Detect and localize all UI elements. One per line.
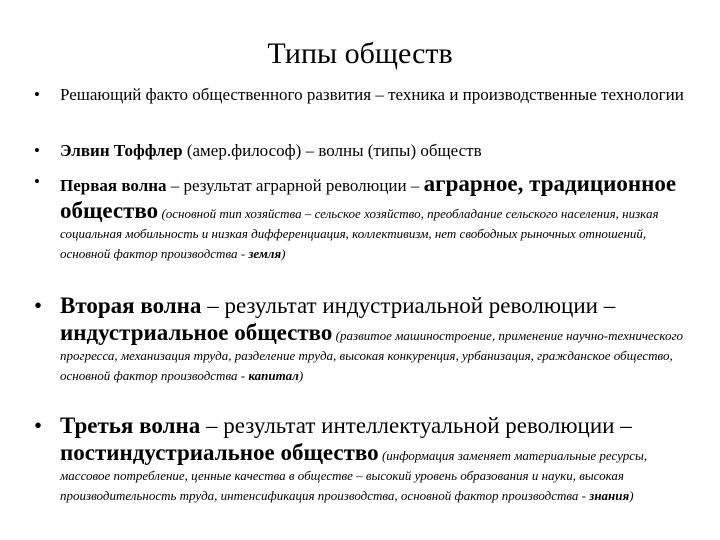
bullet-icon: • (34, 172, 40, 191)
list-item-second-wave (34, 292, 694, 386)
list-item-third-wave (34, 412, 694, 506)
wave-description: – результат интеллектуальной революции – (200, 413, 632, 438)
list-item-text (60, 170, 694, 264)
list-item-text (60, 140, 694, 161)
page-title: Типы обществ (267, 37, 453, 70)
wave-name: Вторая волна (60, 293, 202, 318)
wave-name: Третья волна (60, 413, 201, 438)
bullet-icon: • (34, 413, 43, 438)
society-type: аграрное, традиционное общество (60, 171, 677, 223)
author-description: (амер.философ) – волны (типы) обществ (182, 141, 482, 160)
bullet-icon: • (34, 293, 43, 318)
list-item-decisive-factor (34, 84, 694, 105)
list-item-text (60, 292, 694, 386)
details-close: ) (629, 488, 634, 503)
bullet-icon: • (34, 85, 40, 104)
list-item-toffler (34, 140, 694, 161)
society-details: (информация заменяет материальные ресурсы, массовое потребление, ценные качества в обществе – высокий уровень образования и науки, высокая производительность труда, интенсификация производства, основной фактор производства - (60, 448, 648, 503)
wave-name: Первая волна (60, 176, 167, 195)
wave-description: – результат индустриальной революции – (201, 293, 616, 318)
list-item-text (60, 412, 694, 506)
production-factor: капитал (248, 368, 299, 383)
list-item-first-wave (34, 170, 694, 264)
production-factor: знания (589, 488, 630, 503)
wave-description: – результат аграрной революции – (166, 176, 424, 195)
author-name: Элвин Тоффлер (60, 141, 183, 160)
bullet-icon: • (34, 141, 40, 160)
list-item-text: Решающий факто общественного развития – техника и производственные технологии (60, 85, 684, 104)
details-close: ) (298, 368, 304, 383)
details-close: ) (281, 246, 286, 261)
society-type: индустриальное общество (60, 320, 333, 345)
production-factor: земля (248, 246, 282, 261)
society-type: постиндустриальное общество (60, 440, 379, 465)
society-details: (развитое машиностроение, применение научно-технического прогресса, механизация труда, разделение труда, высокая конкуренция, урбанизация, гражданское общество, основной фактор производства - (60, 328, 684, 383)
society-details: (основной тип хозяйства – сельское хозяйство, преобладание сельского населения, низкая социальная мобильность и низкая дифференциация, коллективизм, нет свободных рыночных отношений, основной фактор производства - (60, 206, 659, 261)
